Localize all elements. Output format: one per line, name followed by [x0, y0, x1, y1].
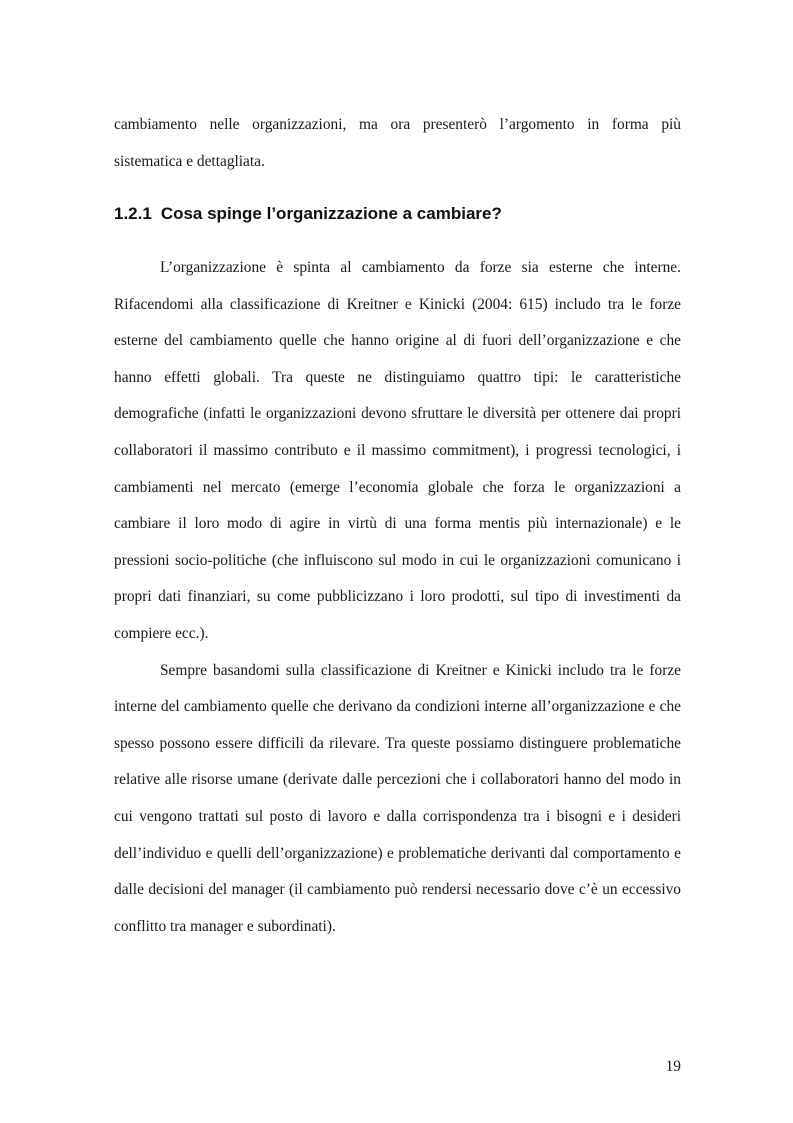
section-title: Cosa spinge l’organizzazione a cambiare?	[160, 204, 502, 223]
continuation-line-1: cambiamento nelle organizzazioni, ma ora presenterò l’argomento in forma più	[114, 116, 681, 133]
paragraph-internal-forces: Sempre basandomi sulla classificazione di Kreitner e Kinicki includo tra le forze interne del cambiamento quelle che derivano da condizioni interne all’organizzazione e che spesso possono essere difficili da rilevare. Tra queste possiamo distinguere problematiche relative alle risorse umane (derivate dalle percezioni che i collaboratori hanno del modo in cui vengono trattati sul posto di lavoro e dalla corrispondenza tra i bisogni e i desideri dell’individuo e quelli dell’organizzazione) e problematiche derivanti dal comportamento e dalle decisioni del manager (il cambiamento può rendersi necessario dove c’è un eccessivo conflitto tra manager e subordinati).	[114, 661, 681, 935]
paragraph-external-forces: L’organizzazione è spinta al cambiamento da forze sia esterne che interne. Rifacendomi alla classificazione di Kreitner e Kinicki (2004: 615) includo tra le forze esterne del cambiamento quelle che hanno origine al di fuori dell’organizzazione e che hanno effetti globali. Tra queste ne distinguiamo quattro tipi: le caratteristiche demografiche (infatti le organizzazioni devono sfruttare le diversità per ottenere dai propri collaboratori il massimo contributo e il massimo commitment), i progressi tecnologici, i cambiamenti nel mercato (emerge l’economia globale che forza le organizzazioni a cambiare il loro modo di agire in virtù di una forma mentis più internazionale) e le pressioni socio-politiche (che influiscono sul modo in cui le organizzazioni comunicano i propri dati finanziari, su come pubblicizzano i loro prodotti, sul tipo di investimenti da compiere ecc.).	[114, 259, 681, 642]
continuation-line-2: sistematica e dettagliata.	[114, 152, 265, 170]
page-number: 19	[665, 1058, 681, 1075]
continuation-text	[114, 107, 681, 180]
body-text	[114, 250, 681, 945]
section-heading	[114, 202, 502, 226]
section-number: 1.2.1	[114, 204, 152, 223]
